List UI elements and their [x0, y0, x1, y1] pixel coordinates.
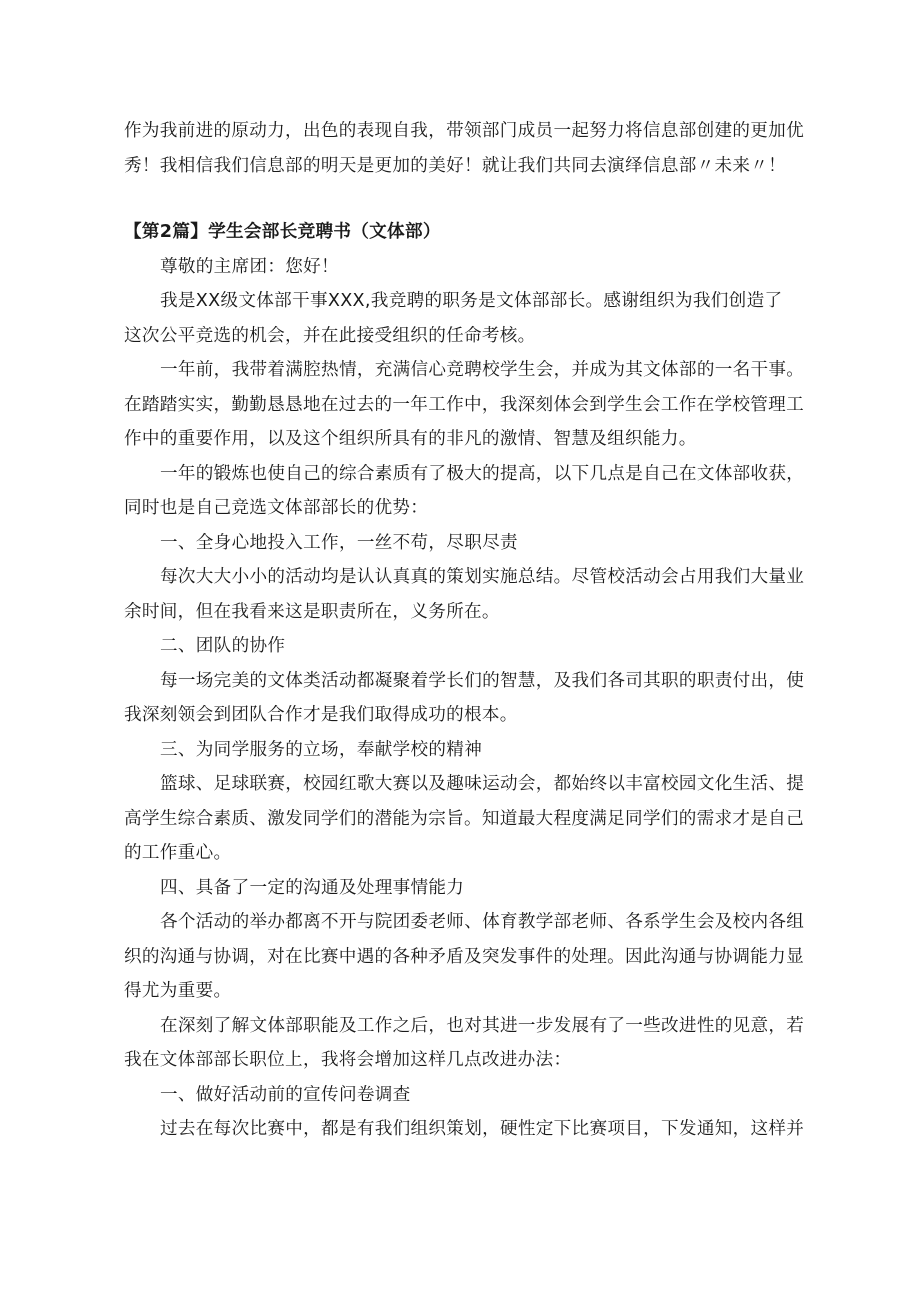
paragraph-line: 在深刻了解文体部职能及工作之后，也对其进一步发展有了一些改进性的见意，若 [160, 1015, 805, 1036]
paragraph-line: 一、全身心地投入工作，一丝不苟，尽职尽责 [160, 532, 518, 553]
paragraph-line: 每次大大小小的活动均是认认真真的策划实施总结。尽管校活动会占用我们大量业 [160, 567, 805, 587]
paragraph-line: 的工作重心。 [124, 843, 232, 863]
paragraph-line: 我深刻领会到团队合作才是我们取得成功的根本。 [124, 705, 518, 725]
paragraph-line: 过去在每次比赛中，都是有我们组织策划，硬性定下比赛项目，下发通知，这样并 [160, 1119, 805, 1139]
paragraph-line: 作中的重要作用，以及这个组织所具有的非凡的激情、智慧及组织能力。 [124, 429, 697, 449]
paragraph-line: 一、做好活动前的宣传问卷调查 [160, 1084, 411, 1105]
paragraph-line: 我是XX级文体部干事XXX,我竞聘的职务是文体部部长。感谢组织为我们创造了 [160, 291, 783, 311]
intro-line-1: 作为我前进的原动力，出色的表现自我，带领部门成员一起努力将信息部创建的更加优 [124, 121, 804, 141]
intro-line-2: 秀！我相信我们信息部的明天是更加的美好！就让我们共同去演绎信息部〃未来〃！ [124, 155, 787, 176]
paragraph-line: 每一场完美的文体类活动都凝聚着学长们的智慧，及我们各司其职的职责付出，使 [160, 670, 805, 691]
paragraph-line: 各个活动的举办都离不开与院团委老师、体育教学部老师、各系学生会及校内各组 [160, 912, 805, 932]
paragraph-line: 高学生综合素质、激发同学们的潜能为宗旨。知道最大程度满足同学们的需求才是自己 [124, 808, 804, 829]
document-body [124, 114, 804, 1147]
paragraph-line: 篮球、足球联赛，校园红歌大赛以及趣味运动会，都始终以丰富校园文化生活、提 [160, 774, 805, 794]
paragraph-line: 同时也是自己竞选文体部部长的优势： [124, 498, 429, 518]
section-heading: 【第2篇】学生会部长竞聘书（文体部） [124, 222, 441, 242]
paragraph-line: 一年的锻炼也使自己的综合素质有了极大的提高，以下几点是自己在文体部收获， [160, 463, 805, 484]
paragraph-line: 这次公平竞选的机会，并在此接受组织的任命考核。 [124, 325, 536, 346]
paragraph-line: 得尤为重要。 [124, 981, 232, 1001]
paragraph-line: 三、为同学服务的立场，奉献学校的精神 [160, 739, 483, 760]
section-body [124, 250, 804, 1147]
paragraph-line: 我在文体部部长职位上，我将会增加这样几点改进办法： [124, 1050, 572, 1070]
paragraph-line: 尊敬的主席团：您好！ [160, 256, 339, 277]
paragraph-line: 一年前，我带着满腔热情，充满信心竞聘校学生会，并成为其文体部的一名干事。 [160, 360, 805, 380]
paragraph-line: 织的沟通与协调，对在比赛中遇的各种矛盾及突发事件的处理。因此沟通与协调能力显 [124, 946, 804, 967]
paragraph-line: 二、团队的协作 [160, 636, 286, 656]
paragraph-line: 余时间，但在我看来这是职责所在，义务所在。 [124, 601, 500, 622]
paragraph-line: 在踏踏实实，勤勤恳恳地在过去的一年工作中，我深刻体会到学生会工作在学校管理工 [124, 394, 804, 415]
paragraph-line: 四、具备了一定的沟通及处理事情能力 [160, 877, 465, 898]
